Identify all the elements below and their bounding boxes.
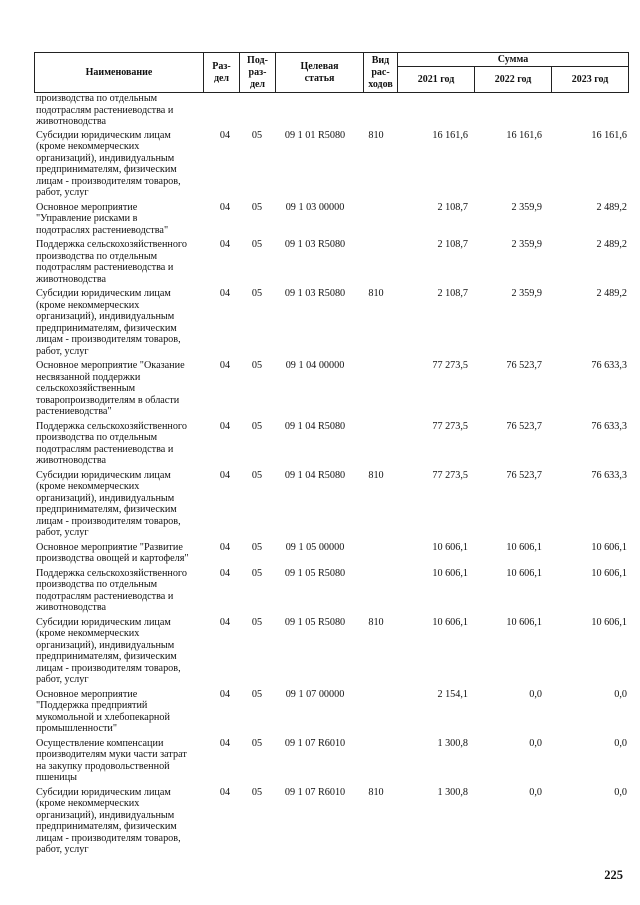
header-name: Наименование: [35, 53, 204, 93]
row-amount-2023: 0,0: [614, 688, 627, 700]
row-amount-2023: 10 606,1: [591, 616, 627, 628]
row-celevaya-statya: 09 1 05 R5080: [284, 567, 346, 579]
table-row: [34, 288, 628, 357]
row-razdel: 04: [219, 201, 231, 213]
row-amount-2021: 10 606,1: [432, 616, 468, 628]
row-amount-2023: 10 606,1: [591, 567, 627, 579]
row-razdel: 04: [219, 541, 231, 553]
table-row: [34, 787, 628, 856]
row-podrazdel: 05: [251, 469, 263, 481]
row-amount-2023: 16 161,6: [591, 129, 627, 141]
row-amount-2021: 10 606,1: [432, 567, 468, 579]
header-celevaya-statya: Целевая статья: [276, 53, 364, 93]
row-name: Субсидии юридическим лицам (кроме некоммерческих организаций), индивидуальным предпринимателям, физическим лицам - производителям товаров, работ, услуг: [36, 786, 181, 855]
row-amount-2022: 0,0: [529, 688, 542, 700]
row-name: Субсидии юридическим лицам (кроме некоммерческих организаций), индивидуальным предпринимателям, физическим лицам - производителям товаров, работ, услуг: [36, 129, 181, 198]
table-row: [34, 360, 628, 418]
row-amount-2023: 10 606,1: [591, 541, 627, 553]
row-amount-2022: 10 606,1: [506, 541, 542, 553]
row-amount-2023: 76 633,3: [591, 360, 627, 371]
row-celevaya-statya: 09 1 07 R6010: [284, 786, 346, 798]
row-amount-2022: 76 523,7: [506, 420, 542, 432]
table-row: [34, 202, 628, 237]
row-celevaya-statya: 09 1 05 R5080: [284, 616, 346, 628]
row-razdel: 04: [219, 567, 231, 579]
row-razdel: 04: [219, 239, 231, 250]
row-razdel: 04: [219, 360, 231, 371]
row-podrazdel: 05: [251, 786, 263, 798]
row-amount-2022: 0,0: [529, 786, 542, 798]
row-amount-2022: 0,0: [529, 737, 542, 749]
row-amount-2021: 2 108,7: [437, 201, 468, 213]
row-name: производства по отдельным подотраслям растениеводства и животноводства: [36, 93, 174, 127]
table-row: [34, 617, 628, 686]
row-name: Субсидии юридическим лицам (кроме некоммерческих организаций), индивидуальным предпринимателям, физическим лицам - производителям товаров, работ, услуг: [36, 288, 181, 357]
row-razdel: 04: [219, 288, 231, 299]
header-year-2023: 2023 год: [552, 67, 629, 93]
row-podrazdel: 05: [251, 420, 263, 432]
table-row: [34, 421, 628, 467]
row-name: Поддержка сельскохозяйственного производства по отдельным подотраслям растениеводства и животноводства: [36, 567, 187, 613]
row-name: Основное мероприятие "Оказание несвязанной поддержки сельскохозяйственным товаропроизводителям в области растениеводства": [36, 360, 185, 417]
row-name: Субсидии юридическим лицам (кроме некоммерческих организаций), индивидуальным предпринимателям, физическим лицам - производителям товаров, работ, услуг: [36, 469, 181, 538]
row-amount-2022: 2 359,9: [511, 288, 542, 299]
table-row: [34, 239, 628, 285]
row-name: Осуществление компенсации производителям муки части затрат на закупку продовольственной пшеницы: [36, 737, 187, 783]
row-name: Поддержка сельскохозяйственного производства по отдельным подотраслям растениеводства и животноводства: [36, 420, 187, 466]
row-amount-2022: 10 606,1: [506, 567, 542, 579]
row-podrazdel: 05: [251, 688, 263, 700]
row-razdel: 04: [219, 688, 231, 700]
row-vid-rashodov: 810: [368, 616, 384, 628]
header-podrazdel: Под- раз- дел: [240, 53, 276, 93]
row-celevaya-statya: 09 1 03 R5080: [284, 288, 346, 299]
header-year-2021: 2021 год: [398, 67, 475, 93]
row-amount-2023: 76 633,3: [591, 420, 627, 432]
row-podrazdel: 05: [251, 360, 263, 371]
row-amount-2021: 16 161,6: [432, 129, 468, 141]
row-amount-2022: 76 523,7: [506, 469, 542, 481]
row-amount-2021: 10 606,1: [432, 541, 468, 553]
row-vid-rashodov: 810: [368, 288, 384, 299]
row-amount-2023: 2 489,2: [596, 288, 627, 299]
row-celevaya-statya: 09 1 04 00000: [285, 360, 345, 371]
row-amount-2022: 2 359,9: [511, 201, 542, 213]
row-celevaya-statya: 09 1 05 00000: [285, 541, 345, 553]
row-amount-2021: 77 273,5: [432, 420, 468, 432]
row-amount-2021: 2 108,7: [437, 288, 468, 299]
header-summa: Сумма: [398, 53, 629, 67]
row-amount-2023: 76 633,3: [591, 469, 627, 481]
row-name: Основное мероприятие "Поддержка предприятий мукомольной и хлебопекарной промышленности": [36, 688, 170, 734]
row-podrazdel: 05: [251, 201, 263, 213]
row-razdel: 04: [219, 786, 231, 798]
header-razdel: Раз- дел: [204, 53, 240, 93]
header-vid-rashodov: Вид рас- ходов: [364, 53, 398, 93]
row-razdel: 04: [219, 420, 231, 432]
row-amount-2023: 2 489,2: [596, 201, 627, 213]
row-amount-2021: 2 108,7: [437, 239, 468, 250]
row-razdel: 04: [219, 737, 231, 749]
row-podrazdel: 05: [251, 567, 263, 579]
table-row: [34, 542, 628, 565]
table-row: [34, 470, 628, 539]
page-number: 225: [604, 868, 623, 882]
row-podrazdel: 05: [251, 129, 263, 141]
row-name: Субсидии юридическим лицам (кроме некоммерческих организаций), индивидуальным предпринимателям, физическим лицам - производителям товаров, работ, услуг: [36, 616, 181, 685]
row-celevaya-statya: 09 1 03 00000: [285, 201, 345, 213]
row-celevaya-statya: 09 1 01 R5080: [284, 129, 346, 141]
row-celevaya-statya: 09 1 04 R5080: [284, 420, 346, 432]
row-celevaya-statya: 09 1 04 R5080: [284, 469, 346, 481]
row-amount-2021: 77 273,5: [432, 469, 468, 481]
row-celevaya-statya: 09 1 07 R6010: [284, 737, 346, 749]
row-amount-2022: 76 523,7: [506, 360, 542, 371]
table-row: [34, 689, 628, 735]
row-vid-rashodov: 810: [368, 469, 384, 481]
row-amount-2022: 2 359,9: [511, 239, 542, 250]
table-row: [34, 568, 628, 614]
row-amount-2023: 2 489,2: [596, 239, 627, 250]
row-amount-2021: 1 300,8: [437, 737, 468, 749]
row-podrazdel: 05: [251, 239, 263, 250]
row-amount-2023: 0,0: [614, 737, 627, 749]
row-razdel: 04: [219, 469, 231, 481]
table-row: [34, 738, 628, 784]
row-razdel: 04: [219, 616, 231, 628]
row-razdel: 04: [219, 129, 231, 141]
row-name: Поддержка сельскохозяйственного производства по отдельным подотраслям растениеводства и животноводства: [36, 239, 187, 285]
row-amount-2022: 10 606,1: [506, 616, 542, 628]
row-podrazdel: 05: [251, 737, 263, 749]
row-amount-2022: 16 161,6: [506, 129, 542, 141]
row-amount-2021: 1 300,8: [437, 786, 468, 798]
row-amount-2023: 0,0: [614, 786, 627, 798]
row-celevaya-statya: 09 1 03 R5080: [284, 239, 346, 250]
table-row: [34, 93, 628, 128]
row-celevaya-statya: 09 1 07 00000: [285, 688, 345, 700]
row-vid-rashodov: 810: [368, 786, 384, 798]
row-name: Основное мероприятие "Управление рисками в подотраслях растениеводства": [36, 201, 169, 236]
header-year-2022: 2022 год: [475, 67, 552, 93]
row-amount-2021: 2 154,1: [437, 688, 468, 700]
row-amount-2021: 77 273,5: [432, 360, 468, 371]
row-podrazdel: 05: [251, 288, 263, 299]
row-vid-rashodov: 810: [368, 129, 384, 141]
row-podrazdel: 05: [251, 616, 263, 628]
row-podrazdel: 05: [251, 541, 263, 553]
table-header: [34, 52, 629, 93]
row-name: Основное мероприятие "Развитие производства овощей и картофеля": [36, 541, 189, 564]
table-row: [34, 130, 628, 199]
table-body: [34, 93, 628, 856]
